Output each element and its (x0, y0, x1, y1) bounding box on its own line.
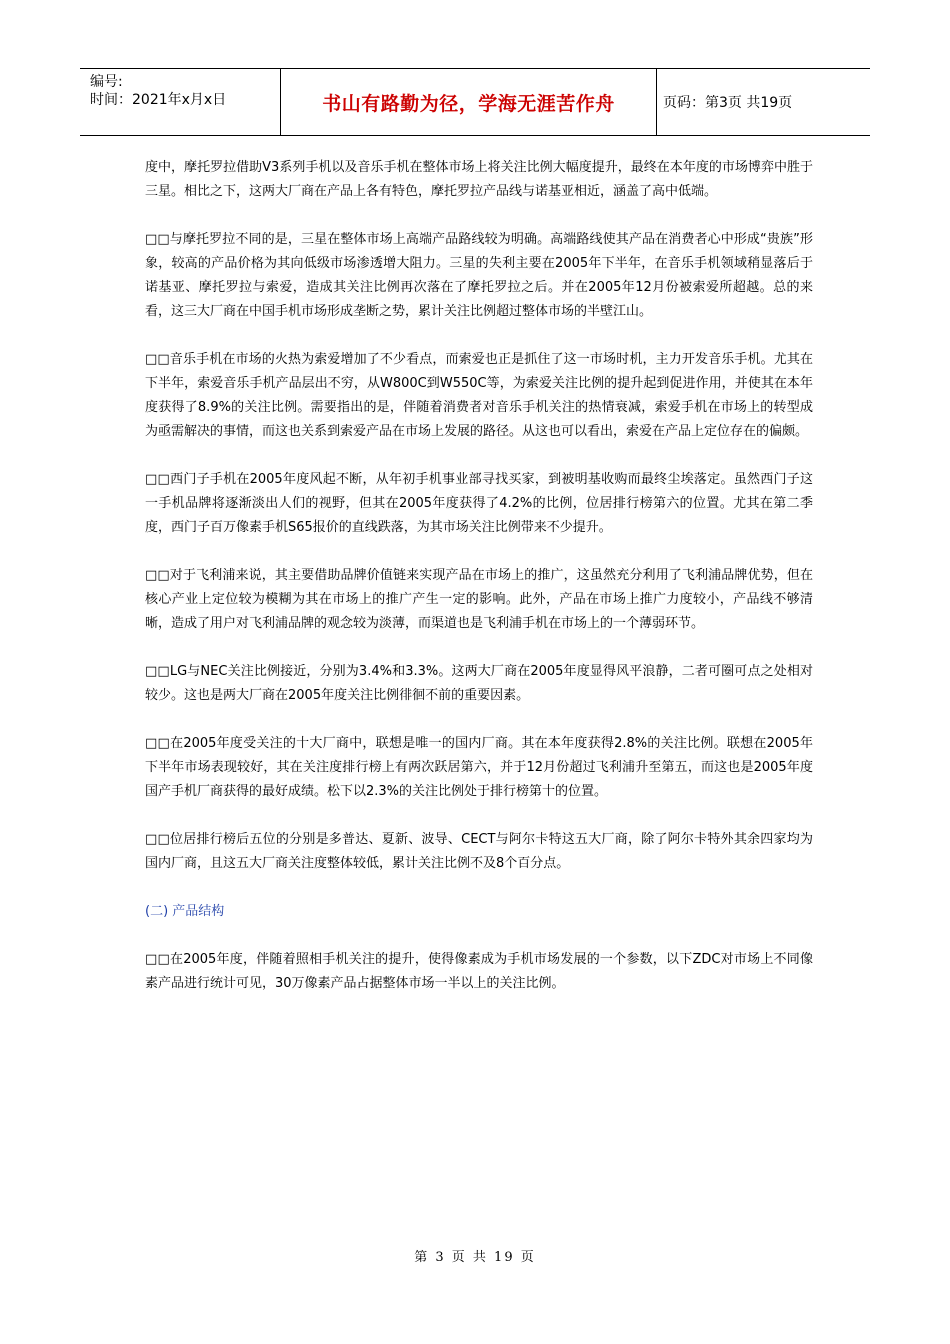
paragraph-5: □□对于飞利浦来说，其主要借助品牌价值链来实现产品在市场上的推广，这虽然充分利用了飞利浦品牌优势，但在核心产业上定位较为模糊为其在市场上的推广产生一定的影响。此外，产品在市场上推广力度较小，产品线不够清晰，造成了用户对飞利浦品牌的观念较为淡薄，而渠道也是飞利浦手机在市场上的一个薄弱环节。 (145, 568, 813, 631)
paragraph-2: □□与摩托罗拉不同的是，三星在整体市场上高端产品路线较为明确。高端路线使其产品在消费者心中形成“贵族”形象，较高的产品价格为其向低级市场渗透增大阻力。三星的失利主要在2005年下半年，在音乐手机领域稍显落后于诺基亚、摩托罗拉与索爱，造成其关注比例再次落在了摩托罗拉之后。并在2005年12月份被索爱所超越。总的来看，这三大厂商在中国手机市场形成垄断之势，累计关注比例超过整体市场的半壁江山。 (145, 232, 813, 319)
paragraph-4: □□西门子手机在2005年度风起不断，从年初手机事业部寻找买家，到被明基收购而最终尘埃落定。虽然西门子这一手机品牌将逐渐淡出人们的视野，但其在2005年度获得了4.2%的比例，位居排行榜第六的位置。尤其在第二季度，西门子百万像素手机S65报价的直线跌落，为其市场关注比例带来不少提升。 (145, 472, 813, 535)
paragraph-6: □□LG与NEC关注比例接近，分别为3.4%和3.3%。这两大厂商在2005年度显得风平浪静，二者可圈可点之处相对较少。这也是两大厂商在2005年度关注比例徘徊不前的重要因素。 (145, 664, 813, 703)
page-footer: 第 3 页 共 19 页 (414, 1250, 536, 1265)
header-meta-cell (80, 69, 281, 135)
page-header (80, 68, 870, 136)
header-motto: 书山有路勤为径，学海无涯苦作舟 (281, 69, 657, 135)
paragraph-8: □□位居排行榜后五位的分别是多普达、夏新、波导、CECT与阿尔卡特这五大厂商，除了阿尔卡特外其余四家均为国内厂商，且这五大厂商关注度整体较低，累计关注比例不及8个百分点。 (145, 832, 813, 871)
paragraph-7: □□在2005年度受关注的十大厂商中，联想是唯一的国内厂商。其在本年度获得2.8%的关注比例。联想在2005年下半年市场表现较好，其在关注度排行榜上有两次跃居第六，并于12月份超过飞利浦升至第五，而这也是2005年度国产手机厂商获得的最好成绩。松下以2.3%的关注比例处于排行榜第十的位置。 (145, 736, 813, 799)
document-date: 时间：2021年x月x日 (90, 92, 227, 108)
paragraph-9: □□在2005年度，伴随着照相手机关注的提升，使得像素成为手机市场发展的一个参数，以下ZDC对市场上不同像素产品进行统计可见，30万像素产品占据整体市场一半以上的关注比例。 (145, 952, 813, 991)
header-page-info: 页码：第3页 共19页 (663, 95, 793, 111)
section-heading: (二) 产品结构 (145, 904, 225, 919)
document-body (145, 156, 813, 1020)
document-code-label: 编号: (90, 74, 123, 90)
paragraph-3: □□音乐手机在市场的火热为索爱增加了不少看点，而索爱也正是抓住了这一市场时机，主力开发音乐手机。尤其在下半年，索爱音乐手机产品层出不穷，从W800C到W550C等，为索爱关注比例的提升起到促进作用，并使其在本年度获得了8.9%的关注比例。需要指出的是，伴随着消费者对音乐手机关注的热情衰减，索爱手机在市场上的转型成为亟需解决的事情，而这也关系到索爱产品在市场上发展的路径。从这也可以看出，索爱在产品上定位存在的偏颇。 (145, 352, 813, 439)
paragraph-1: 度中，摩托罗拉借助V3系列手机以及音乐手机在整体市场上将关注比例大幅度提升，最终在本年度的市场博弈中胜于三星。相比之下，这两大厂商在产品上各有特色，摩托罗拉产品线与诺基亚相近，涵盖了高中低端。 (145, 160, 813, 199)
